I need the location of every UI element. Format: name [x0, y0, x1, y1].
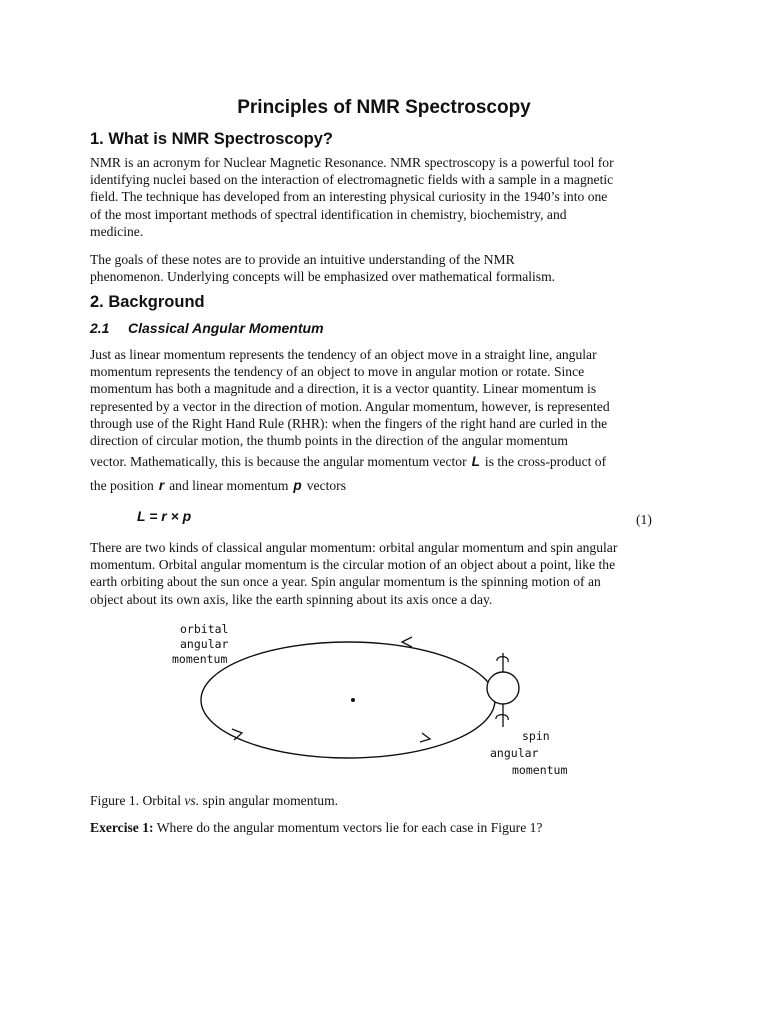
- caption-suffix: spin angular momentum.: [199, 793, 339, 808]
- spin-label-line: momentum: [512, 763, 568, 777]
- exercise-text: Where do the angular momentum vectors lie for each case in Figure 1?: [153, 820, 543, 835]
- planet-circle: [487, 672, 519, 704]
- equation-number: (1): [636, 512, 652, 527]
- vector-L-symbol: L: [471, 454, 480, 469]
- vector-p-symbol: p: [293, 478, 302, 493]
- text-line: represented by a vector in the direction of motion. Angular momentum, however, is represented: [90, 398, 610, 414]
- orbital-label-line: momentum: [172, 652, 228, 666]
- text-line: Just as linear momentum represents the tendency of an object move in a straight line, angular: [90, 347, 597, 362]
- text-line: medicine.: [90, 223, 144, 239]
- subsection-heading: [90, 320, 324, 336]
- text-fragment: is the cross-product of: [484, 454, 607, 469]
- exercise-1: [90, 820, 542, 836]
- text-line: momentum has both a magnitude and a direction, it is a vector quantity. Linear momentum is: [90, 381, 597, 397]
- text-line: phenomenon. Underlying concepts will be emphasized over mathematical formalism.: [90, 269, 556, 285]
- text-line: of the most important methods of spectral identification in chemistry, biochemistry, and: [90, 206, 567, 222]
- text-line: identifying nuclei based on the interaction of electromagnetic fields with a sample in a magnetic: [90, 172, 614, 188]
- section-2-paragraph-2: [90, 539, 680, 608]
- page-title: Principles of NMR Spectroscopy: [237, 97, 531, 118]
- text-line: field. The technique has developed from an interesting physical curiosity in the 1940’s into one: [90, 189, 608, 205]
- orbital-label-line: orbital: [180, 622, 229, 636]
- text-line: NMR is an acronym for Nuclear Magnetic Resonance. NMR spectroscopy is a powerful tool for: [90, 155, 614, 170]
- orbit-path: [201, 642, 495, 758]
- text-line: momentum represents the tendency of an object to move in angular motion or rotate. Since: [90, 364, 585, 380]
- orbit-arrow-bottom-right: [420, 733, 430, 742]
- section-1-paragraph-2: [90, 251, 680, 285]
- subsection-number: 2.1: [90, 320, 110, 336]
- text-fragment: the position: [90, 478, 154, 493]
- orbit-center-dot: [351, 698, 355, 702]
- caption-vs: vs.: [184, 793, 200, 808]
- spin-label-line: angular: [490, 746, 539, 760]
- figure-1-orbit-diagram: [150, 615, 620, 785]
- text-line: object about its own axis, like the earth spinning about its axis once a day.: [90, 591, 493, 607]
- caption-prefix: Figure 1. Orbital: [90, 793, 185, 808]
- figure-1-caption: [90, 793, 338, 809]
- vector-sentence-line: [90, 454, 606, 470]
- text-line: through use of the Right Hand Rule (RHR): when the fingers of the right hand are curled in the: [90, 415, 608, 431]
- text-line: direction of circular motion, the thumb points in the direction of the angular momentum: [90, 433, 568, 449]
- text-fragment: and linear momentum: [169, 478, 289, 493]
- text-fragment: vector. Mathematically, this is because the angular momentum vector: [90, 454, 467, 469]
- text-fragment: vectors: [306, 478, 346, 493]
- spin-arrow-bottom-icon: [496, 715, 508, 720]
- position-sentence-line: [90, 478, 346, 494]
- section-1-paragraph-1: [90, 154, 680, 240]
- section-2-heading: 2. Background: [90, 293, 205, 311]
- orbital-label-line: angular: [180, 637, 229, 651]
- vector-r-symbol: r: [158, 478, 165, 493]
- text-line: momentum. Orbital angular momentum is the circular motion of an object about a point, like the: [90, 557, 616, 573]
- subsection-title: Classical Angular Momentum: [128, 320, 324, 336]
- equation-1: L = r × p: [137, 508, 192, 524]
- text-line: earth orbiting about the sun once a year. Spin angular momentum is the spinning motion of an: [90, 574, 601, 590]
- section-2-paragraph-1: [90, 346, 680, 449]
- text-line: There are two kinds of classical angular momentum: orbital angular momentum and spin angular: [90, 540, 618, 555]
- exercise-label: Exercise 1:: [90, 820, 154, 835]
- text-line: The goals of these notes are to provide an intuitive understanding of the NMR: [90, 252, 515, 267]
- spin-label-line: spin: [522, 729, 550, 743]
- section-1-heading: 1. What is NMR Spectroscopy?: [90, 130, 333, 148]
